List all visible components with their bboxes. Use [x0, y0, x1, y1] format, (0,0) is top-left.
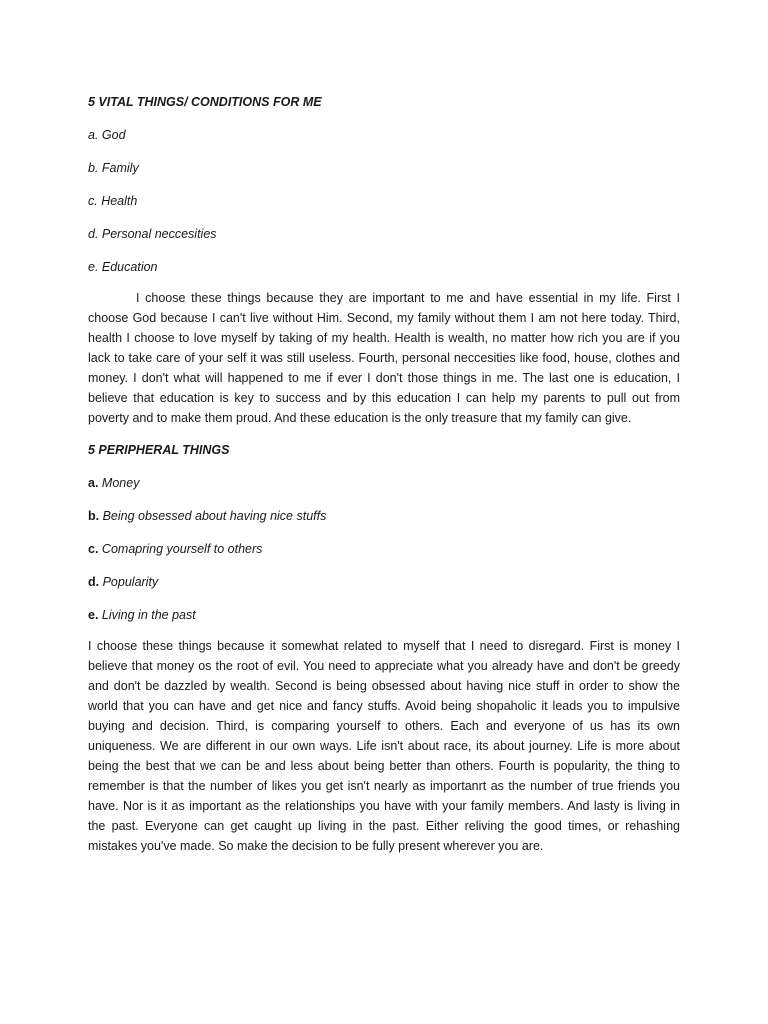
peripheral-item-text: Living in the past — [101, 608, 196, 622]
peripheral-item-e — [88, 607, 680, 623]
peripheral-item-text: Money — [101, 476, 140, 490]
vital-item-c: c. Health — [88, 194, 138, 208]
peripheral-heading: 5 PERIPHERAL THINGS — [88, 443, 230, 457]
peripheral-item-d — [88, 574, 680, 590]
vital-heading: 5 VITAL THINGS/ CONDITIONS FOR ME — [88, 95, 322, 109]
peripheral-item-a — [88, 475, 680, 491]
vital-paragraph — [88, 288, 680, 428]
peripheral-item-letter: c. — [88, 542, 99, 556]
peripheral-item-letter: e. — [88, 608, 99, 622]
peripheral-item-letter: d. — [88, 575, 100, 589]
peripheral-paragraph: I choose these things because it somewhat related to myself that I need to disregard. First is money I believe that money os the root of evil. You need to appreciate what you already have and don't be greedy and don't be dazzled by wealth. Second is being obsessed about having nice stuff in order to show the world that you can have and get nice and fancy stuffs. Avoid being shopaholic it leads you to impulsive buying and decision. Third, is comparing yourself to others. Each and everyone of us has its own uniqueness. We are different in our own ways. Life isn't about race, its about journey. Life is more about being the best that we can be and less about being better than others. Fourth is popularity, the thing to remember is that the number of likes you get isn't nearly as importanrt as the number of true friends you have. Nor is it as important as the relationships you have with your family members. And lasty is living in the past. Everyone can get caught up living in the past. Either reliving the good times, or rehashing mistakes you've made. So make the decision to be fully present wherever you are. — [88, 639, 680, 853]
vital-item-e: e. Education — [88, 260, 158, 274]
document-page — [88, 94, 680, 856]
peripheral-item-b — [88, 508, 680, 524]
peripheral-item-letter: a. — [88, 476, 99, 490]
peripheral-item-c — [88, 541, 680, 557]
peripheral-item-text: Popularity — [102, 575, 159, 589]
vital-item-b: b. Family — [88, 161, 139, 175]
peripheral-item-text: Being obsessed about having nice stuffs — [102, 509, 327, 523]
peripheral-item-letter: b. — [88, 509, 100, 523]
vital-item-a: a. God — [88, 128, 126, 142]
vital-item-d: d. Personal neccesities — [88, 227, 217, 241]
peripheral-item-text: Comapring yourself to others — [101, 542, 263, 556]
vital-paragraph-text: I choose these things because they are important to me and have essential in my life. First I choose God because I can't live without Him. Second, my family without them I am not here today. Third, health I choose to love myself by taking of my health. Health is wealth, no matter how rich you are if you lack to take care of your self it was still useless. Fourth, personal neccesities like food, house, clothes and money. I don't what will happened to me if ever I don't those things in me. The last one is education, I believe that education is key to success and by this education I can help my parents to pull out from poverty and to make them proud. And these education is the only treasure that my family can give. — [88, 291, 680, 425]
